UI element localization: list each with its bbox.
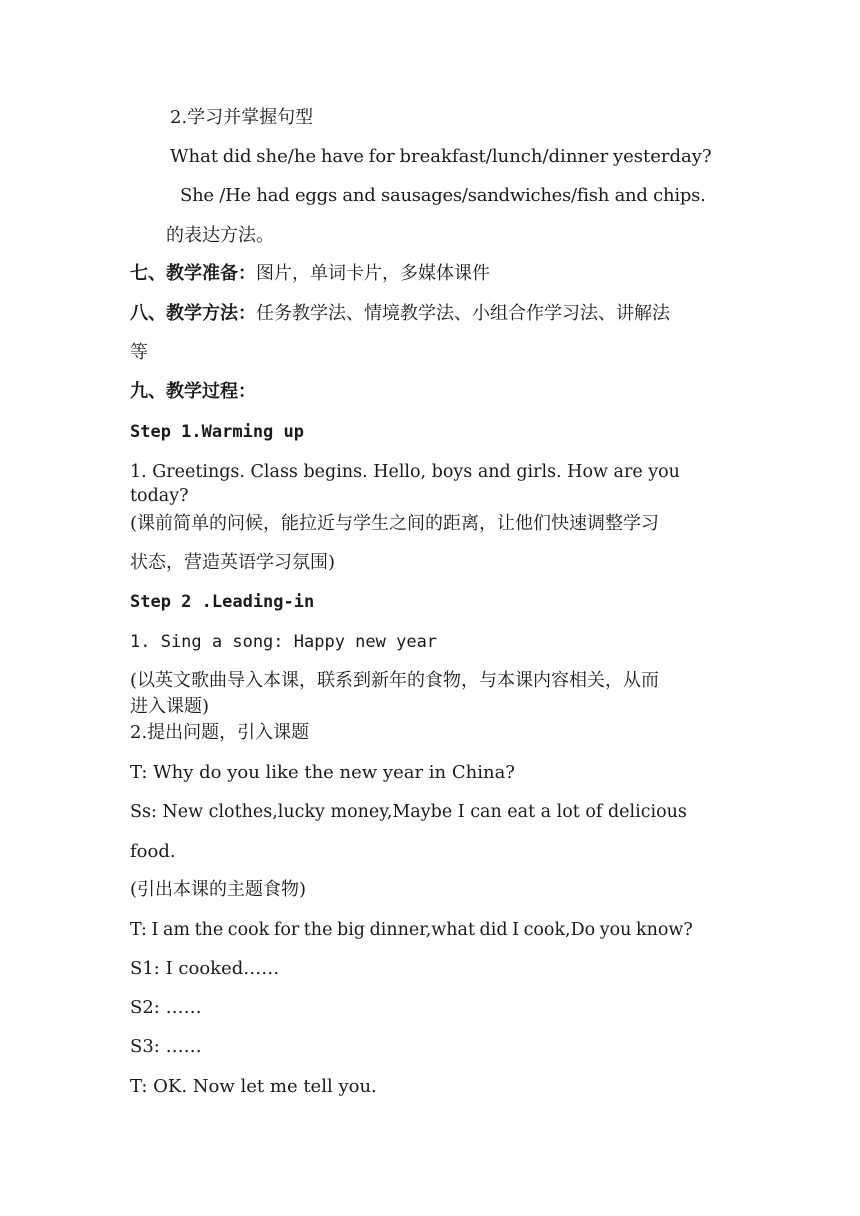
sentence-question: What did she/he have for breakfast/lunch/dinner yesterday?: [170, 146, 712, 167]
dialog-student-1: S1: I cooked……: [130, 958, 280, 979]
step1-note-line2: 状态，营造英语学习氛围): [130, 552, 336, 573]
step1-title: Step 1.Warming up: [130, 422, 304, 442]
dialog-student-2: S2: ……: [130, 997, 202, 1018]
methods-line: [130, 302, 670, 326]
dialog-student-3: S3: ……: [130, 1036, 202, 1057]
preparation-line: [130, 262, 490, 286]
objective-item-2-title: 2.学习并掌握句型: [170, 107, 314, 128]
dialog-teacher-1: T: Why do you like the new year in China?: [130, 762, 515, 783]
dialog-teacher-3: T: OK. Now let me tell you.: [130, 1076, 377, 1097]
dialog-students-line2: food.: [130, 841, 176, 862]
dialog-students-line1: Ss: New clothes,lucky money,Maybe I can eat a lot of delicious: [130, 802, 687, 822]
process-heading: 九、教学过程：: [130, 381, 256, 402]
methods-label: 八、教学方法：: [130, 303, 256, 324]
step2-note1-line2: 进入课题): [130, 696, 210, 717]
expression-note: 的表达方法。: [166, 225, 274, 246]
step1-note-line1: (课前简单的问候，能拉近与学生之间的距离，让他们快速调整学习: [130, 513, 660, 534]
step2-note2: (引出本课的主题食物): [130, 879, 307, 900]
preparation-label: 七、教学准备：: [130, 263, 256, 284]
step1-item1-line1: 1. Greetings. Class begins. Hello, boys and girls. How are you: [130, 462, 680, 482]
sentence-answer: She /He had eggs and sausages/sandwiches/fish and chips.: [180, 185, 706, 206]
step2-item2: 2.提出问题，引入课题: [130, 722, 310, 743]
step1-item1-line2: today?: [130, 486, 189, 506]
step2-title: Step 2 .Leading-in: [130, 592, 315, 612]
step2-item1: 1. Sing a song: Happy new year: [130, 632, 438, 652]
dialog-teacher-2: T: I am the cook for the big dinner,what did I cook,Do you know?: [130, 920, 693, 940]
methods-text-continued: 等: [130, 342, 148, 363]
preparation-text: 图片，单词卡片，多媒体课件: [256, 263, 490, 284]
methods-text: 任务教学法、情境教学法、小组合作学习法、讲解法: [256, 303, 670, 324]
step2-note1-line1: (以英文歌曲导入本课，联系到新年的食物，与本课内容相关，从而: [130, 670, 660, 691]
